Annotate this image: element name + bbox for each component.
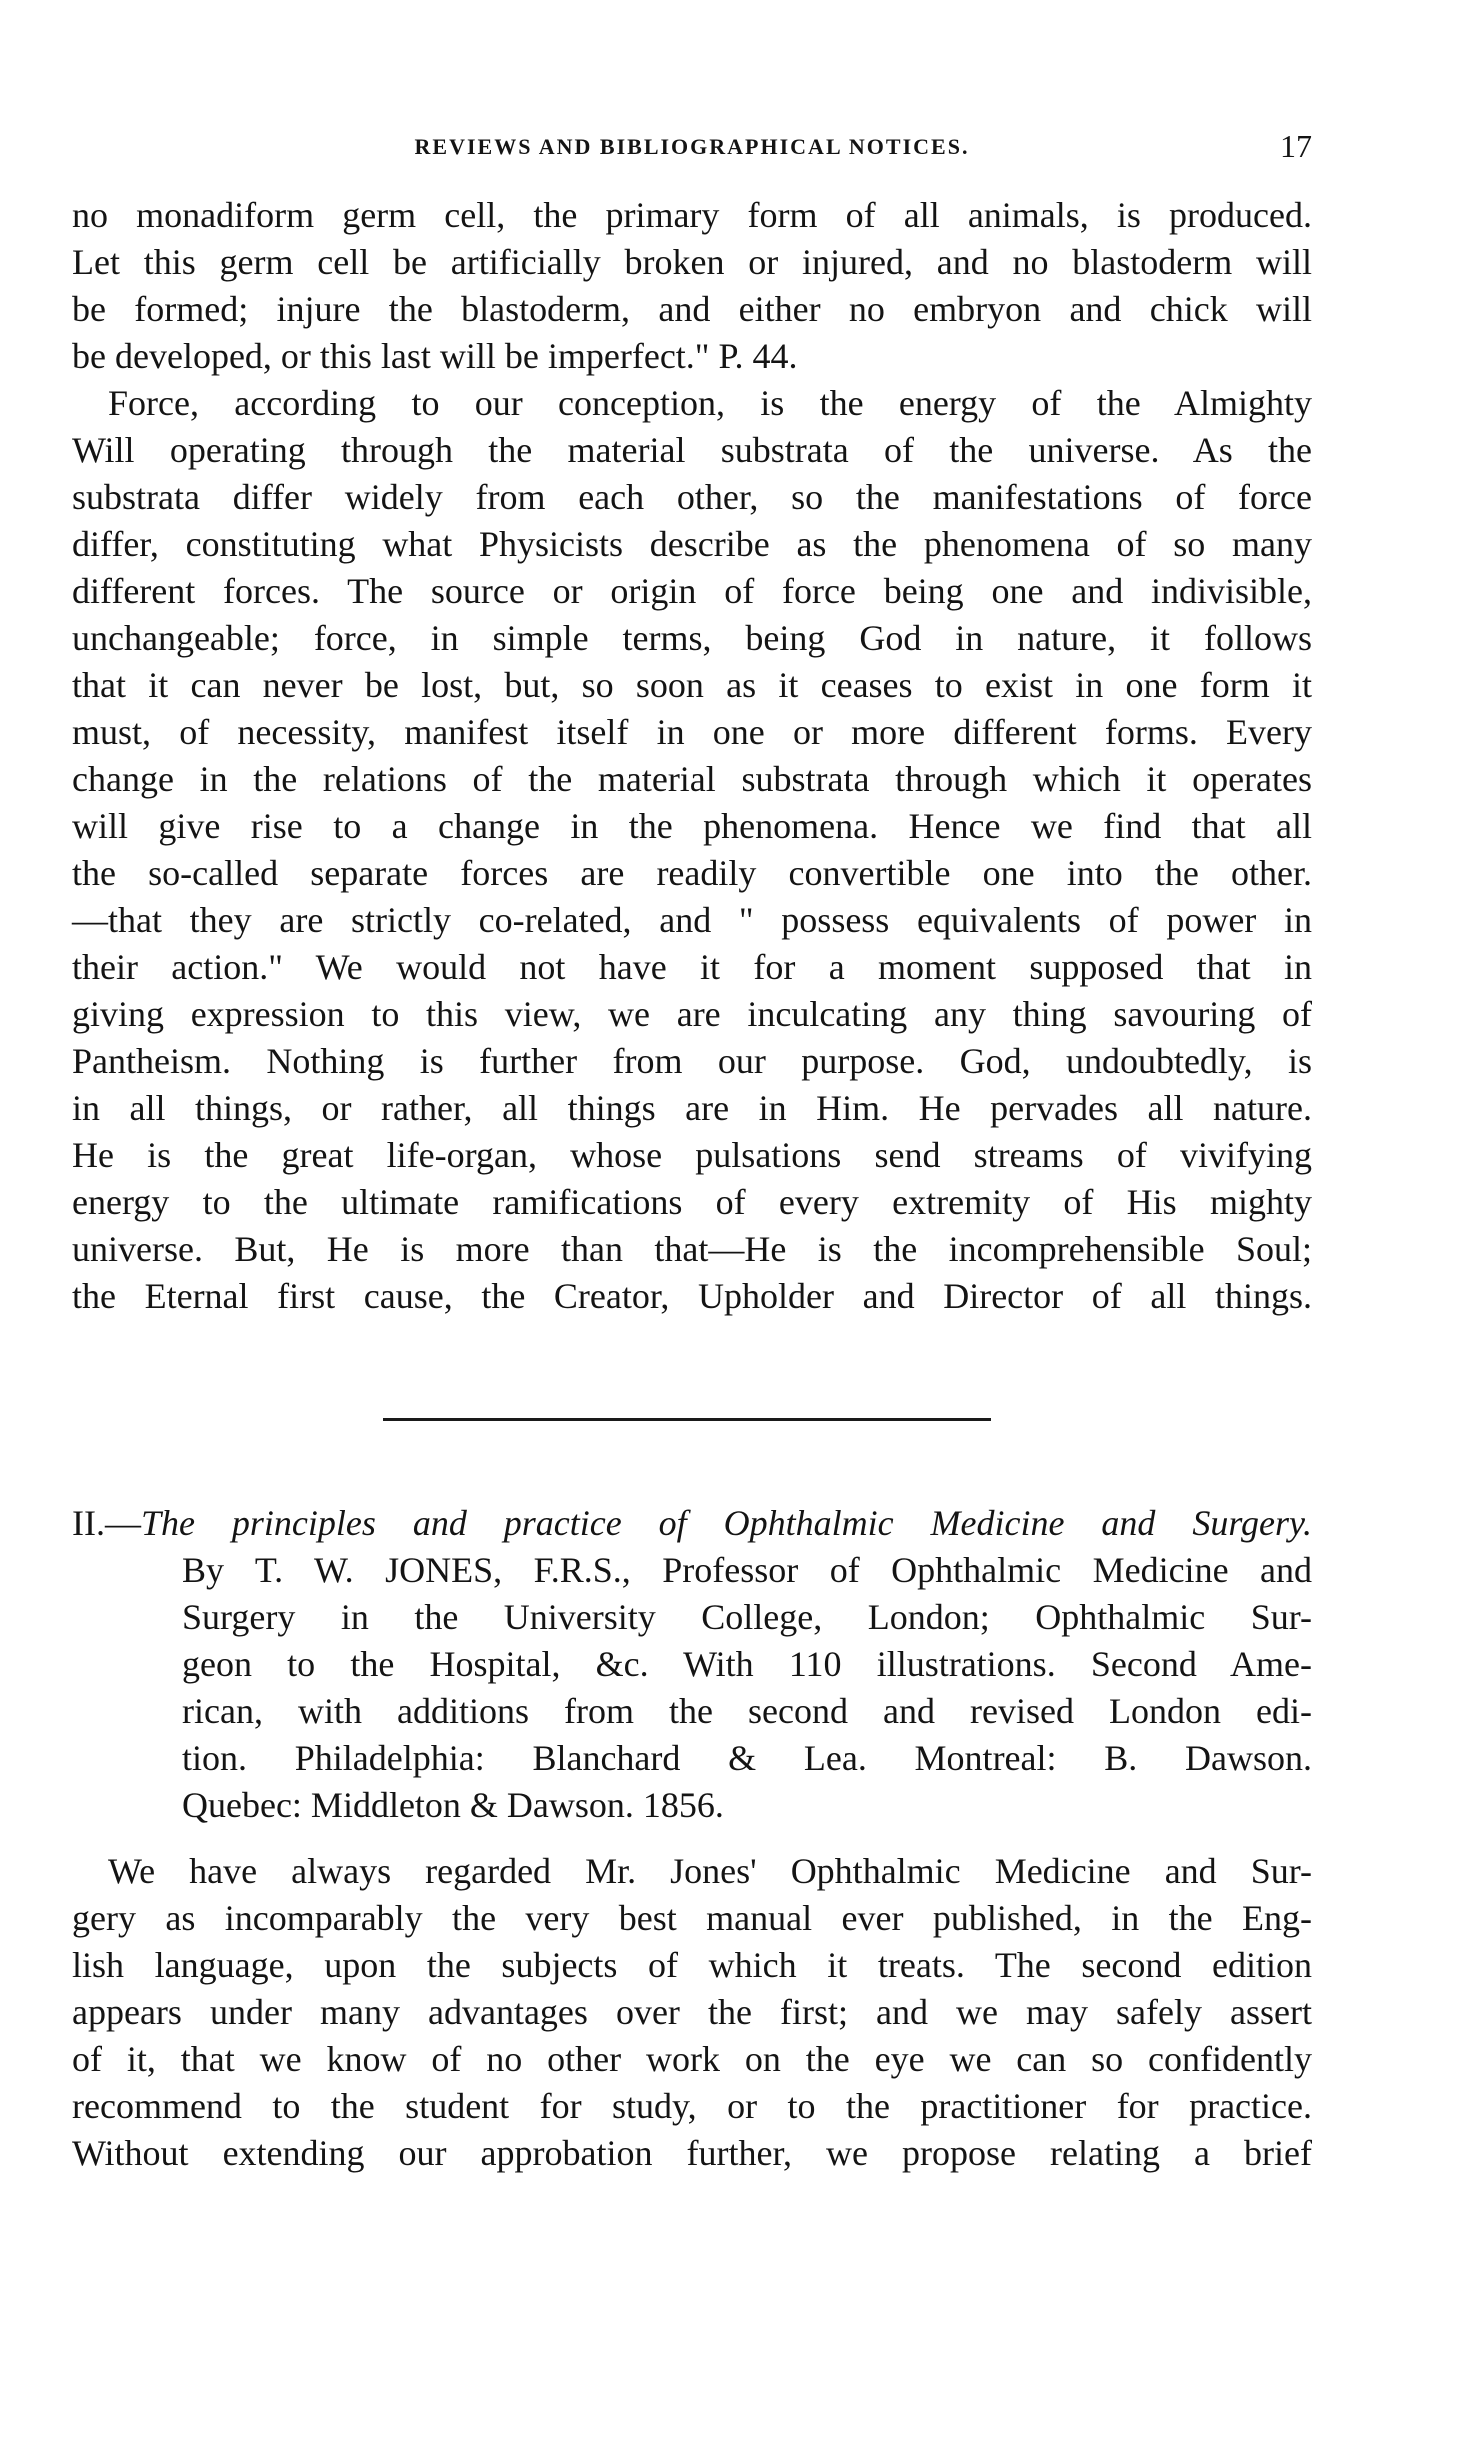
text-line: be formed; injure the blastoderm, and either no embryon and chick will [72, 289, 1312, 329]
text-line: —that they are strictly co-related, and " possess equivalents of power in [72, 900, 1312, 940]
text-line: no monadiform germ cell, the primary form of all animals, is produced. [72, 195, 1312, 235]
text-line: change in the relations of the material substrata through which it operates [72, 759, 1312, 799]
text-line: We have always regarded Mr. Jones' Ophthalmic Medicine and Sur- [108, 1851, 1312, 1891]
text-line: different forces. The source or origin of force being one and indivisible, [72, 571, 1312, 611]
text-line: that it can never be lost, but, so soon as it ceases to exist in one form it [72, 665, 1312, 705]
book-title: The principles and practice of Ophthalmic Medicine and Surgery. [140, 1503, 1312, 1543]
text-line: Let this germ cell be artificially broken or injured, and no blastoderm will [72, 242, 1312, 282]
text-line: substrata differ widely from each other, so the manifestations of force [72, 477, 1312, 517]
citation-line: By T. W. JONES, F.R.S., Professor of Ophthalmic Medicine and [182, 1550, 1312, 1590]
text-line: the so-called separate forces are readily convertible one into the other. [72, 853, 1312, 893]
section-divider [383, 1418, 991, 1421]
review-title-line [72, 1500, 1312, 1546]
text-line: their action." We would not have it for a moment supposed that in [72, 947, 1312, 987]
text-line: gery as incomparably the very best manual ever published, in the Eng- [72, 1898, 1312, 1938]
text-line: of it, that we know of no other work on the eye we can so confidently [72, 2039, 1312, 2079]
text-line: be developed, or this last will be imperfect." P. 44. [72, 336, 798, 376]
page-number: 17 [1280, 128, 1312, 164]
text-line: giving expression to this view, we are inculcating any thing savouring of [72, 994, 1312, 1034]
text-line: differ, constituting what Physicists describe as the phenomena of so many [72, 524, 1312, 564]
text-line: energy to the ultimate ramifications of every extremity of His mighty [72, 1182, 1312, 1222]
citation-line: Surgery in the University College, London; Ophthalmic Sur- [182, 1597, 1312, 1637]
text-line: unchangeable; force, in simple terms, being God in nature, it follows [72, 618, 1312, 658]
citation-line: Quebec: Middleton & Dawson. 1856. [182, 1785, 724, 1825]
text-line: in all things, or rather, all things are in Him. He pervades all nature. [72, 1088, 1312, 1128]
text-line: Without extending our approbation further, we propose relating a brief [72, 2133, 1312, 2173]
text-line: He is the great life-organ, whose pulsations send streams of vivifying [72, 1135, 1312, 1175]
running-header [72, 128, 1312, 168]
text-line: lish language, upon the subjects of which it treats. The second edition [72, 1945, 1312, 1985]
text-line: Pantheism. Nothing is further from our purpose. God, undoubtedly, is [72, 1041, 1312, 1081]
text-line: Force, according to our conception, is the energy of the Almighty [108, 383, 1312, 423]
text-line: will give rise to a change in the phenomena. Hence we find that all [72, 806, 1312, 846]
review-numeral: II.— [72, 1503, 141, 1543]
citation-line: rican, with additions from the second and revised London edi- [182, 1691, 1312, 1731]
text-line: appears under many advantages over the first; and we may safely assert [72, 1992, 1312, 2032]
text-line: universe. But, He is more than that—He is the incomprehensible Soul; [72, 1229, 1312, 1269]
text-line: must, of necessity, manifest itself in one or more different forms. Every [72, 712, 1312, 752]
text-line: the Eternal first cause, the Creator, Upholder and Director of all things. [72, 1276, 1312, 1316]
text-line: recommend to the student for study, or to the practitioner for practice. [72, 2086, 1312, 2126]
citation-line: geon to the Hospital, &c. With 110 illustrations. Second Ame- [182, 1644, 1312, 1684]
running-title: REVIEWS AND BIBLIOGRAPHICAL NOTICES. [414, 134, 970, 159]
text-line: Will operating through the material substrata of the universe. As the [72, 430, 1312, 470]
citation-line: tion. Philadelphia: Blanchard & Lea. Montreal: B. Dawson. [182, 1738, 1312, 1778]
